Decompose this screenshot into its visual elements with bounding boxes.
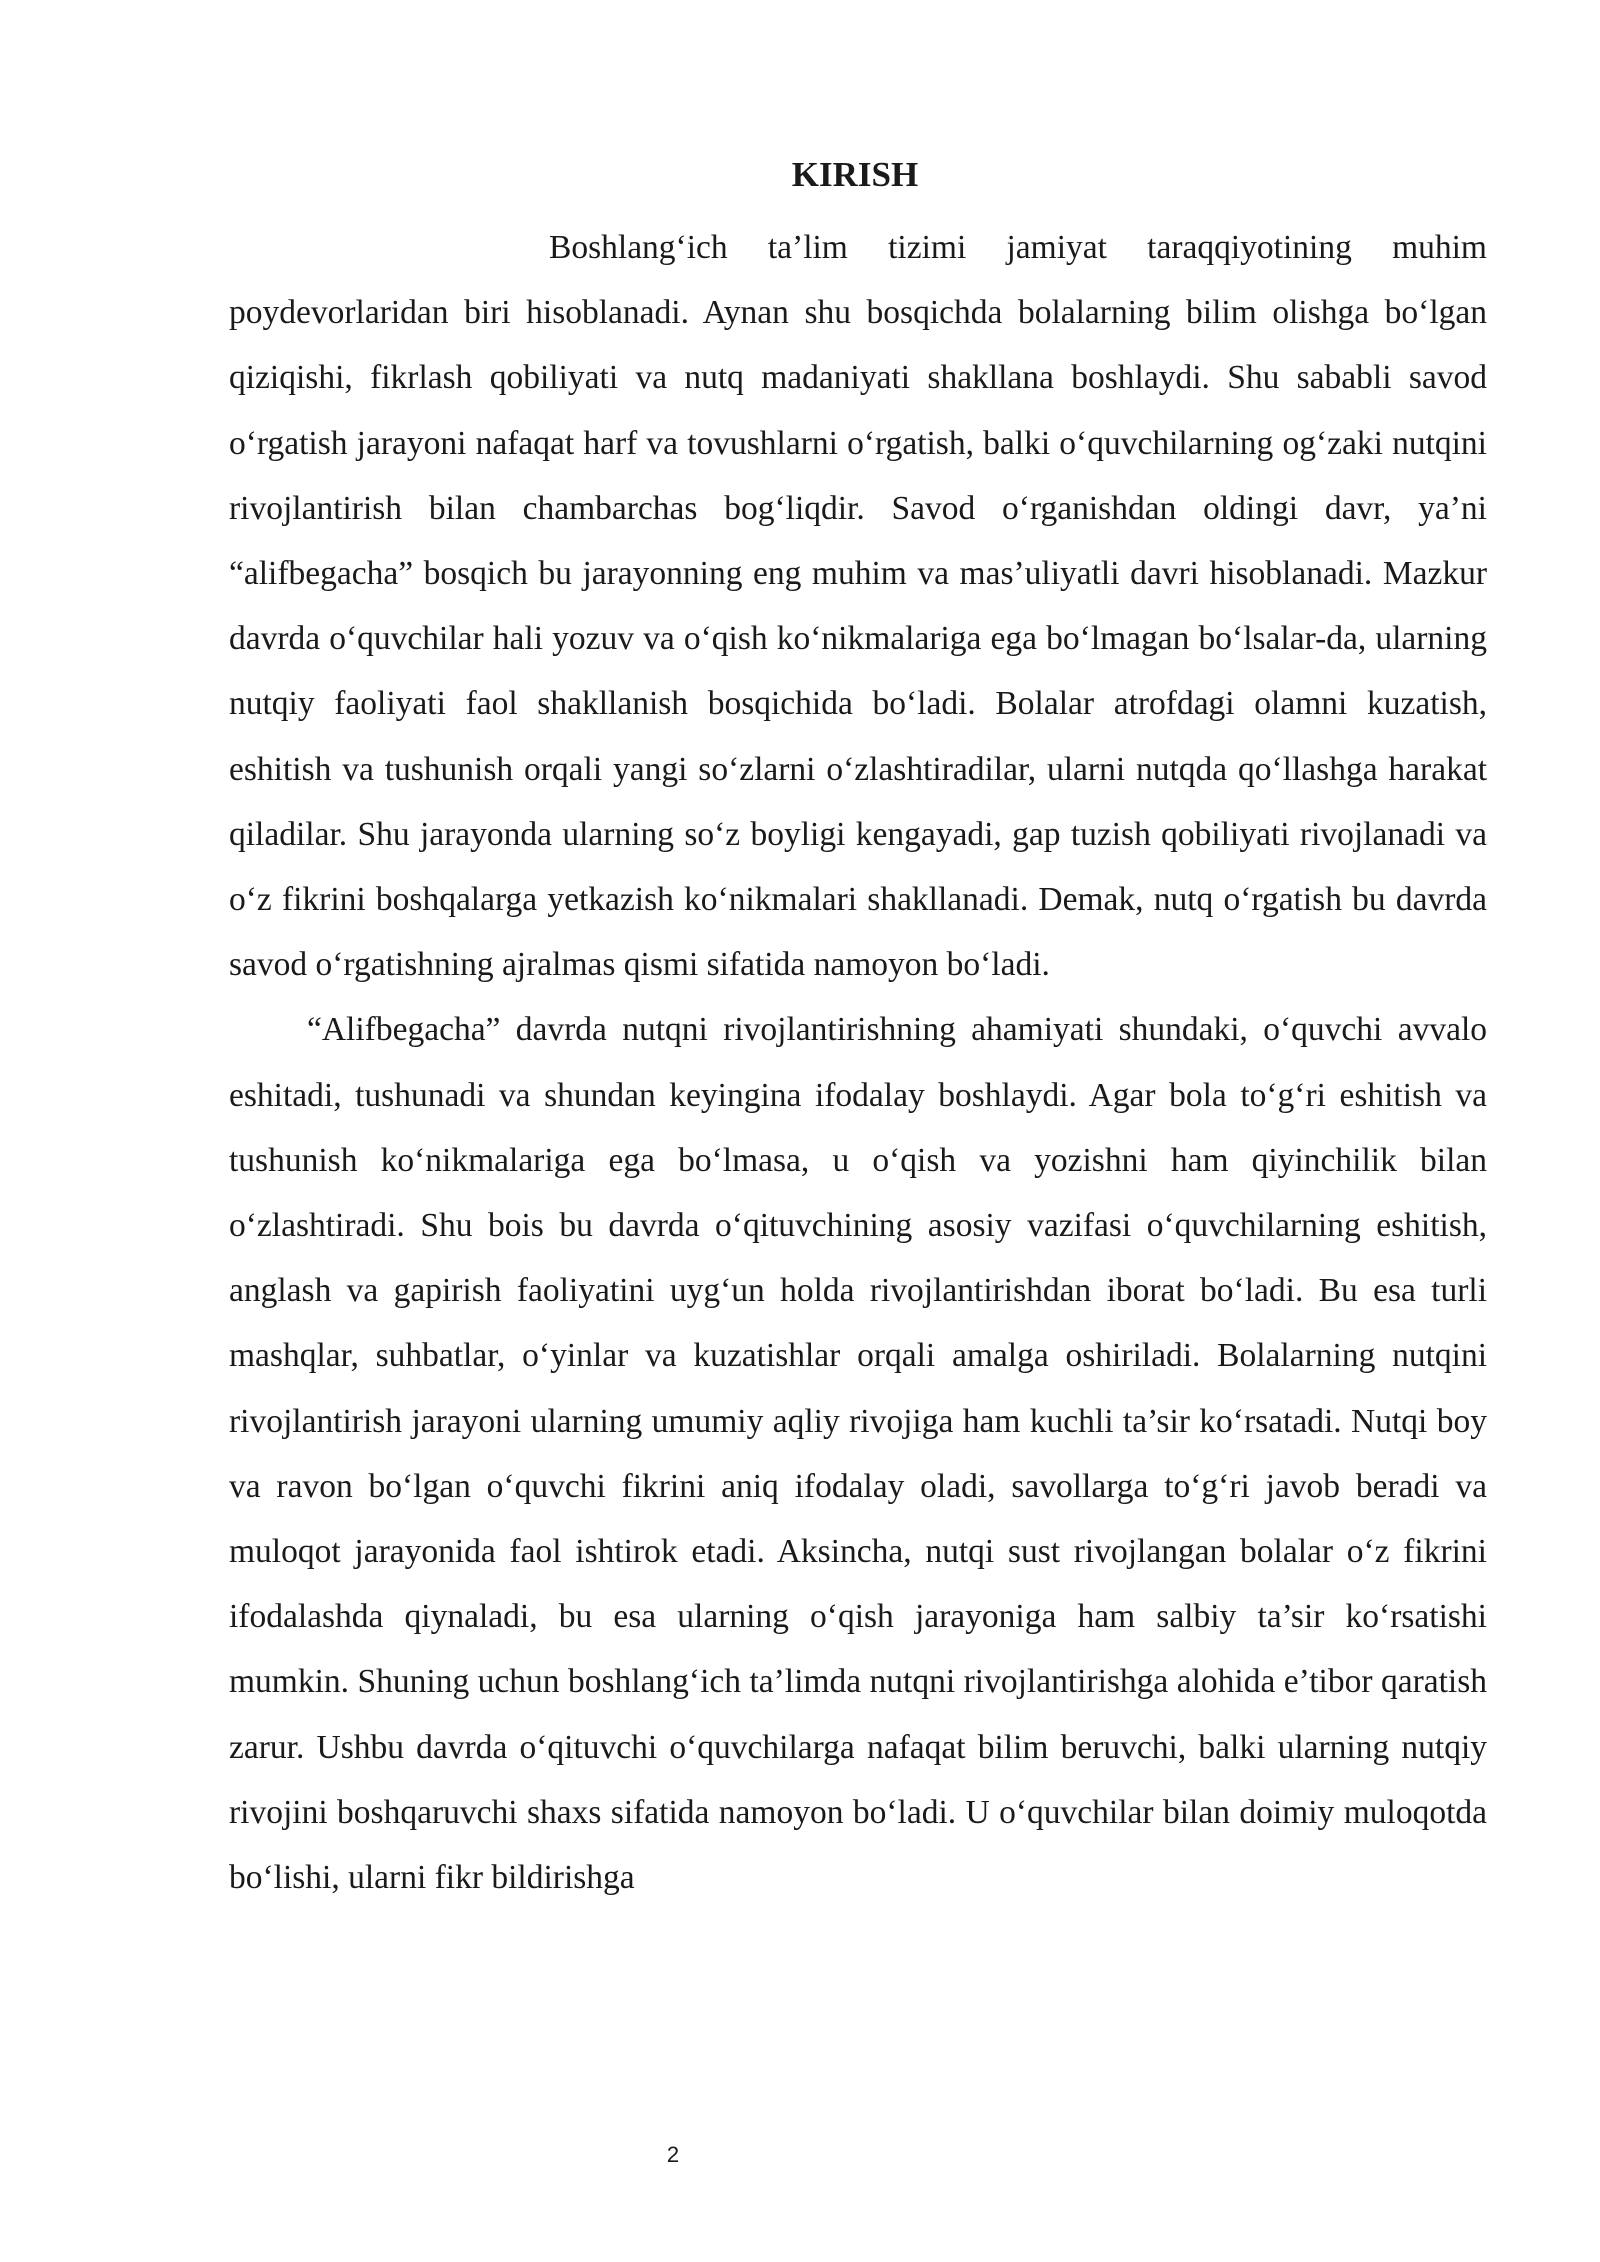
paragraph-intro: Boshlang‘ich ta’lim tizimi jamiyat taraqqiyotining muhim poydevorlaridan biri hisoblanadi. Aynan shu bosqichda bolalarning bilim olishga bo‘lgan qiziqishi, fikrlash qobiliyati va nutq madaniyati shakllana boshlaydi. Shu sababli savod o‘rgatish jarayoni nafaqat harf va tovushlarni o‘rgatish, balki o‘quvchilarning og‘zaki nutqini rivojlantirish bilan chambarchas bog‘liqdir. Savod o‘rganishdan oldingi davr, ya’ni “alifbegacha” bosqich bu jarayonning eng muhim va mas’uliyatli davri hisoblanadi. Mazkur davrda o‘quvchilar hali yozuv va o‘qish ko‘nikmalariga ega bo‘lmagan bo‘lsalar-da, ularning nutqiy faoliyati faol shakllanish bosqichida bo‘ladi. Bolalar atrofdagi olamni kuzatish, eshitish va tushunish orqali yangi so‘zlarni o‘zlashtiradilar, ularni nutqda qo‘llashga harakat qiladilar. Shu jarayonda ularning so‘z boyligi kengayadi, gap tuzish qobiliyati rivojlanadi va o‘z fikrini boshqalarga yetkazish ko‘nikmalari shakllanadi. Demak, nutq o‘rgatish bu davrda savod o‘rgatishning ajralmas qismi sifatida namoyon bo‘ladi. <box>229 229 1487 984</box>
section-heading: KIRISH <box>791 155 919 194</box>
paragraph-second: “Alifbegacha” davrda nutqni rivojlantirishning ahamiyati shundaki, o‘quvchi avvalo eshitadi, tushunadi va shundan keyingina ifodalay boshlaydi. Agar bola to‘g‘ri eshitish va tushunish ko‘nikmalariga ega bo‘lmasa, u o‘qish va yozishni ham qiyinchilik bilan o‘zlashtiradi. Shu bois bu davrda o‘qituvchining asosiy vazifasi o‘quvchilarning eshitish, anglash va gapirish faoliyatini uyg‘un holda rivojlantirishdan iborat bo‘ladi. Bu esa turli mashqlar, suhbatlar, o‘yinlar va kuzatishlar orqali amalga oshiriladi. Bolalarning nutqini rivojlantirish jarayoni ularning umumiy aqliy rivojiga ham kuchli ta’sir ko‘rsatadi. Nutqi boy va ravon bo‘lgan o‘quvchi fikrini aniq ifodalay oladi, savollarga to‘g‘ri javob beradi va muloqot jarayonida faol ishtirok etadi. Aksincha, nutqi sust rivojlangan bolalar o‘z fikrini ifodalashda qiynaladi, bu esa ularning o‘qish jarayoniga ham salbiy ta’sir ko‘rsatishi mumkin. Shuning uchun boshlang‘ich ta’limda nutqni rivojlantirishga alohida e’tibor qaratish zarur. Ushbu davrda o‘qituvchi o‘quvchilarga nafaqat bilim beruvchi, balki ularning nutqiy rivojini boshqaruvchi shaxs sifatida namoyon bo‘ladi. U o‘quvchilar bilan doimiy muloqotda bo‘lishi, ularni fikr bildirishga <box>229 1011 1487 1897</box>
body-text <box>229 215 1487 1910</box>
page-number: 2 <box>666 2142 680 2167</box>
